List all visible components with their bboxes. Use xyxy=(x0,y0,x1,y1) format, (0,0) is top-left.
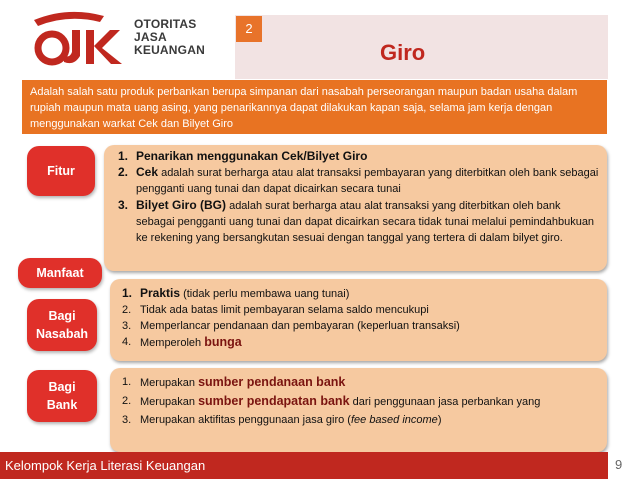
nasabah-item-4-text xyxy=(140,334,242,351)
nasabah-item-3-num: 3. xyxy=(122,320,132,332)
nasabah-item-3 xyxy=(122,318,599,334)
bank-item-1 xyxy=(122,373,599,392)
nasabah-item-4-pre: Memperoleh xyxy=(140,337,205,349)
fitur-item-2-bold: Cek xyxy=(136,165,159,179)
label-bagi-bank-line-2: Bank xyxy=(46,398,78,412)
nasabah-item-1 xyxy=(122,285,599,302)
logo-text-line-3: KEUANGAN xyxy=(134,43,205,57)
bank-item-2-highlight: sumber pendapatan bank xyxy=(198,394,350,408)
fitur-item-3-text xyxy=(136,197,599,246)
bank-item-3-pre: Merupakan aktifitas penggunaan jasa giro ( xyxy=(140,414,351,426)
nasabah-item-2 xyxy=(122,302,599,318)
bank-item-2-pre: Merupakan xyxy=(140,396,199,408)
nasabah-item-1-text xyxy=(140,285,349,302)
page-title: Giro xyxy=(380,40,426,65)
label-bagi-bank-line-1: Bagi xyxy=(48,380,76,394)
fitur-item-2-num: 2. xyxy=(118,165,129,179)
fitur-item-1 xyxy=(118,148,599,164)
label-manfaat: Manfaat xyxy=(18,258,102,288)
nasabah-item-1-desc: (tidak perlu membawa uang tunai) xyxy=(180,288,350,300)
fitur-box xyxy=(104,145,607,271)
bank-item-3-num: 3. xyxy=(122,414,132,426)
bank-item-2-text xyxy=(140,392,540,411)
nasabah-item-4 xyxy=(122,334,599,351)
ojk-logo xyxy=(28,10,228,72)
fitur-item-2 xyxy=(118,164,599,197)
bank-item-1-pre: Merupakan xyxy=(140,377,199,389)
definition-box: Adalah salah satu produk perbankan berupa simpanan dari nasabah perseorangan maupun badan usaha dalam rupiah maupun mata uang asing, yang penarikannya dapat dilakukan kapan saja, selama jam kerja dengan menggunakan warkat Cek dan Bilyet Giro xyxy=(22,80,607,134)
bank-item-2-num: 2. xyxy=(122,395,132,407)
label-bagi-bank xyxy=(27,370,97,422)
nasabah-box xyxy=(110,279,607,361)
nasabah-item-1-num: 1. xyxy=(122,286,133,300)
bank-item-1-num: 1. xyxy=(122,376,132,388)
bank-item-2-post: dari penggunaan jasa perbankan yang xyxy=(349,396,541,408)
slide-number-badge: 2 xyxy=(236,16,262,42)
fitur-item-1-text: Penarikan menggunakan Cek/Bilyet Giro xyxy=(136,149,368,163)
label-fitur: Fitur xyxy=(27,146,95,196)
nasabah-item-4-num: 4. xyxy=(122,336,132,348)
fitur-item-3 xyxy=(118,197,599,246)
bank-box xyxy=(110,368,607,452)
bank-item-3-text xyxy=(140,411,441,429)
fitur-item-2-text xyxy=(136,164,599,197)
fitur-item-3-num: 3. xyxy=(118,198,129,212)
bank-item-1-text xyxy=(140,373,345,392)
footer-bar: Kelompok Kerja Literasi Keuangan xyxy=(0,452,608,479)
logo-text-line-1: OTORITAS xyxy=(134,17,197,31)
label-bagi-nasabah xyxy=(27,299,97,351)
bank-item-3-post: ) xyxy=(437,414,442,426)
nasabah-item-4-highlight: bunga xyxy=(204,335,242,349)
nasabah-item-2-num: 2. xyxy=(122,304,132,316)
bank-item-3 xyxy=(122,411,599,429)
logo-text xyxy=(134,18,205,57)
ojk-logo-mark xyxy=(28,10,128,72)
bank-item-3-italic: fee based income xyxy=(350,414,438,426)
fitur-item-2-desc: adalah surat berharga atau alat transaksi pembayaran yang diterbitkan oleh bank sebagai pengganti uang tunai dan dapat dicairkan secara tunai xyxy=(136,167,599,195)
fitur-item-1-num: 1. xyxy=(118,149,129,163)
page-number: 9 xyxy=(615,457,623,472)
nasabah-item-2-text: Tidak ada batas limit pembayaran selama saldo mencukupi xyxy=(140,304,429,316)
label-bagi-nasabah-line-2: Nasabah xyxy=(35,327,89,341)
label-bagi-nasabah-line-1: Bagi xyxy=(48,309,76,323)
bank-item-1-highlight: sumber pendanaan bank xyxy=(198,375,346,389)
fitur-item-3-bold: Bilyet Giro (BG) xyxy=(136,198,227,212)
nasabah-item-3-text: Memperlancar pendanaan dan pembayaran (keperluan transaksi) xyxy=(140,320,460,332)
nasabah-item-1-bold: Praktis xyxy=(140,286,181,300)
bank-item-2 xyxy=(122,392,599,411)
logo-text-line-2: JASA xyxy=(134,30,167,44)
fitur-item-3-desc: adalah surat berharga atau alat transaksi yang diterbitkan oleh bank sebagai pengganti uang tunai dan dapat dicairkan secara tidak tunai melalui pemindahbukuan ke rekening yang bersangkutan sesuai dengan tanggal yang tertera di dalam bilyet giro. xyxy=(136,200,595,244)
